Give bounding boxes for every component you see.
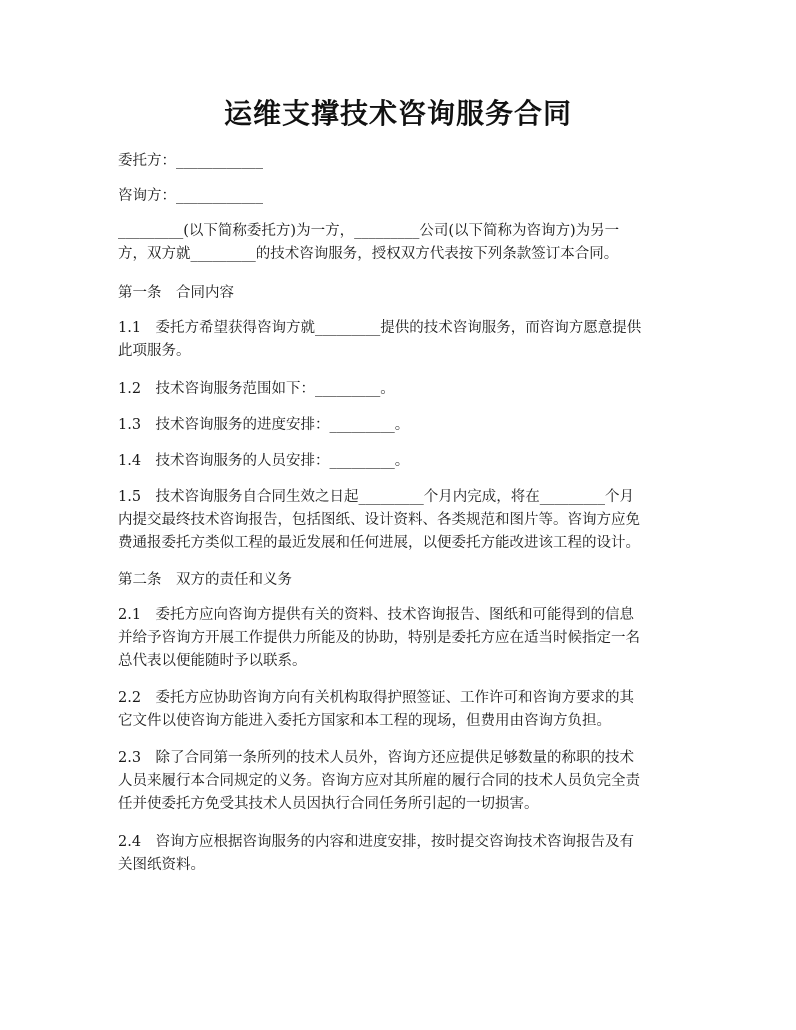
clause-2-4-line-1: 2.4 咨询方应根据咨询服务的内容和进度安排，按时提交咨询技术咨询报告及有 xyxy=(118,834,635,850)
clause-1-5-line-2: 内提交最终技术咨询报告，包括图纸、设计资料、各类规范和图片等。咨询方应免 xyxy=(118,512,640,528)
clause-2-1-line-1: 2.1 委托方应向咨询方提供有关的资料、技术咨询报告、图纸和可能得到的信息 xyxy=(118,607,635,623)
clause-1-2: 1.2 技术咨询服务范围如下：_________。 xyxy=(118,381,395,397)
clause-2-2-line-1: 2.2 委托方应协助咨询方向有关机构取得护照签证、工作许可和咨询方要求的其 xyxy=(118,690,635,706)
intro-line-2: 方，双方就_________的技术咨询服务，授权双方代表按下列条款签订本合同。 xyxy=(118,246,619,262)
clause-1-5-line-1: 1.5 技术咨询服务自合同生效之日起_________个月内完成，将在_________个月 xyxy=(118,489,635,505)
clause-2-1-line-2: 并给予咨询方开展工作提供力所能及的协助，特别是委托方应在适当时候指定一名 xyxy=(118,630,640,646)
clause-2-3-line-2: 人员来履行本合同规定的义务。咨询方应对其所雇的履行合同的技术人员负完全责 xyxy=(118,773,640,789)
clause-1-3: 1.3 技术咨询服务的进度安排：_________。 xyxy=(118,417,410,433)
clause-2-4-line-2: 关图纸资料。 xyxy=(118,857,205,873)
document-title: 运维支撑技术咨询服务合同 xyxy=(223,97,572,130)
clause-2-1-line-3: 总代表以便能随时予以联系。 xyxy=(118,653,307,669)
article-1-heading: 第一条 合同内容 xyxy=(118,285,234,301)
clause-2-3-line-3: 任并使委托方免受其技术人员因执行合同任务所引起的一切损害。 xyxy=(118,796,539,812)
clause-2-3-line-1: 2.3 除了合同第一条所列的技术人员外，咨询方还应提供足够数量的称职的技术 xyxy=(118,750,635,766)
article-2-heading: 第二条 双方的责任和义务 xyxy=(118,572,292,588)
clause-2-2-line-2: 它文件以使咨询方能进入委托方国家和本工程的现场，但费用由咨询方负担。 xyxy=(118,713,611,729)
consultant-line: 咨询方：____________ xyxy=(118,188,263,204)
clause-1-1-line-2: 此项服务。 xyxy=(118,343,191,359)
clause-1-1-line-1: 1.1 委托方希望获得咨询方就_________提供的技术咨询服务，而咨询方愿意提供 xyxy=(118,320,642,336)
clause-1-4: 1.4 技术咨询服务的人员安排：_________。 xyxy=(118,453,410,469)
client-line: 委托方：____________ xyxy=(118,153,263,169)
intro-line-1: _________(以下简称委托方)为一方，_________公司(以下简称为咨询方)为另一 xyxy=(118,223,620,239)
clause-1-5-line-3: 费通报委托方类似工程的最近发展和任何进展，以便委托方能改进该工程的设计。 xyxy=(118,535,640,551)
